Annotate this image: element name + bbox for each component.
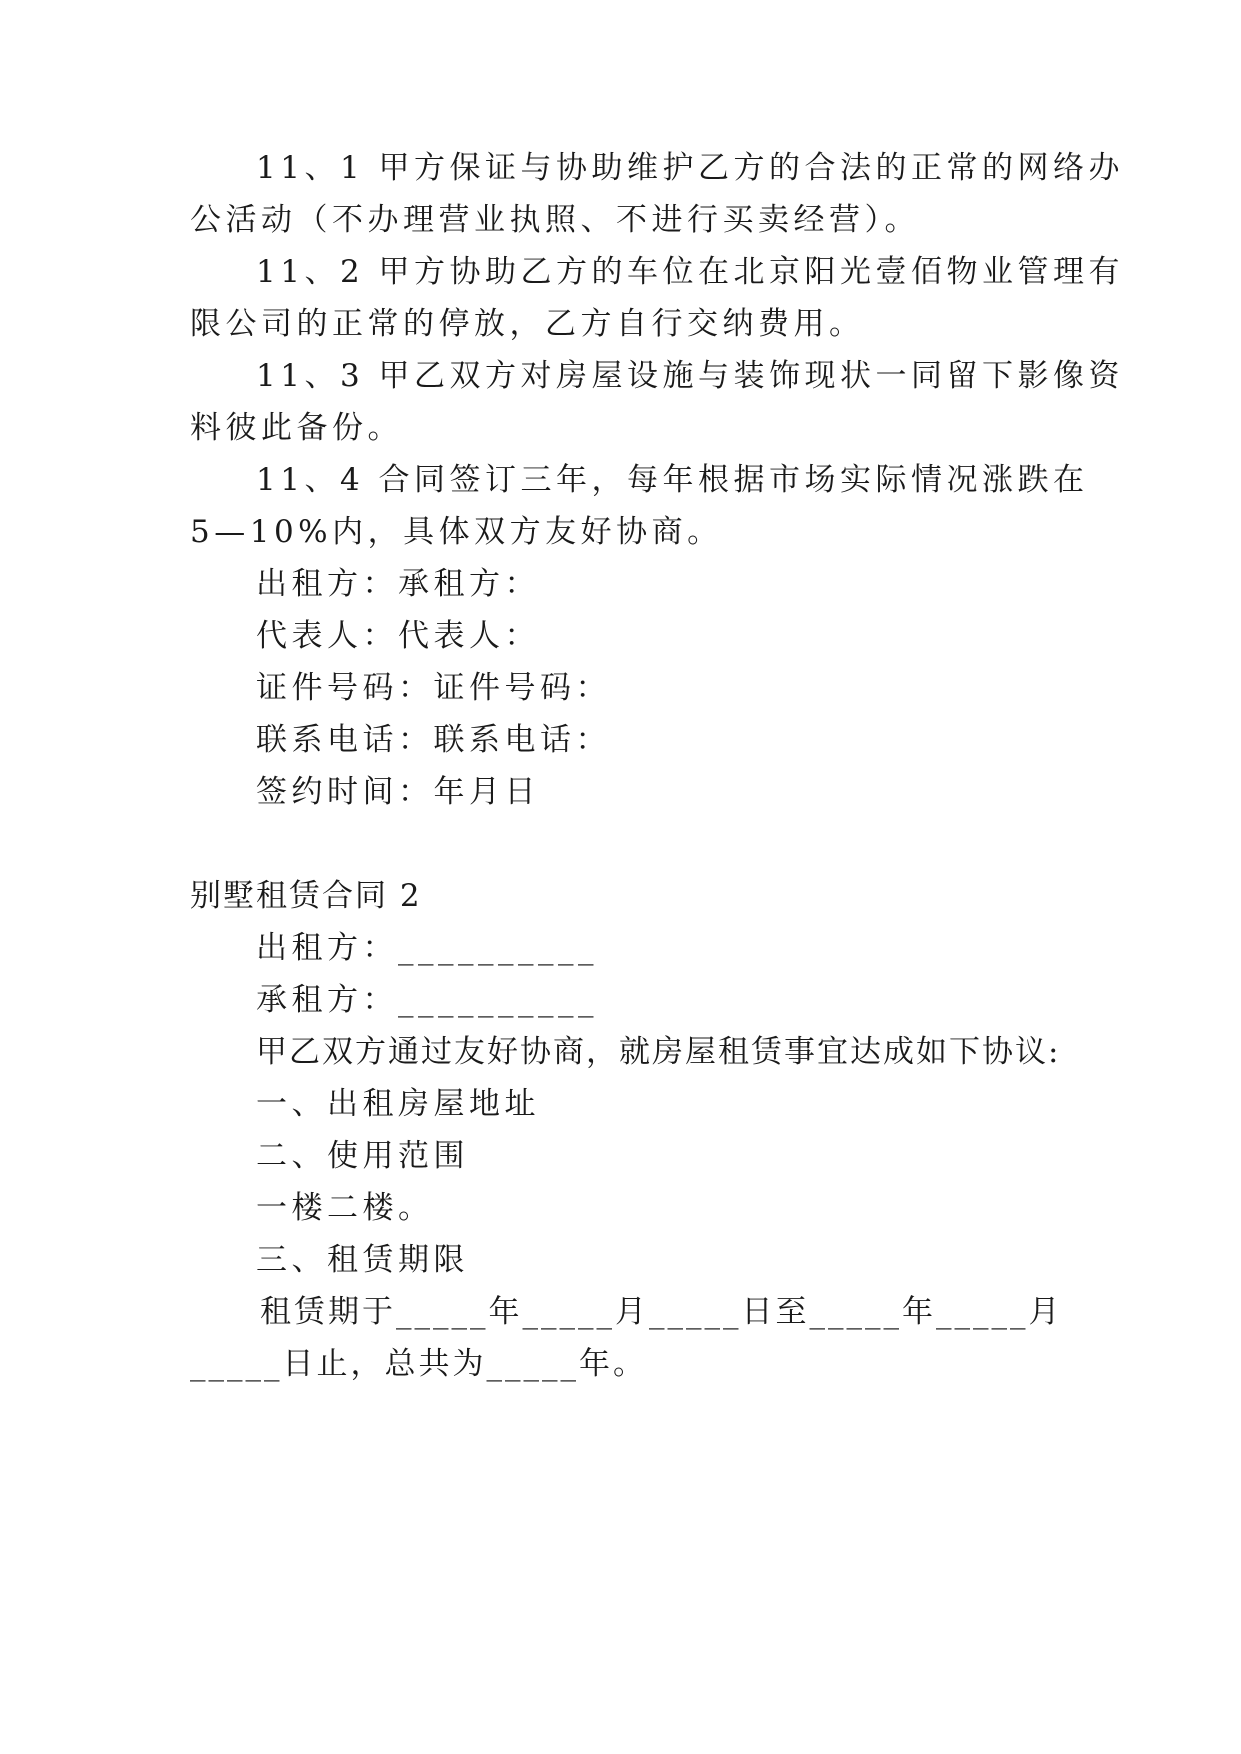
clause-11-4-line2: 5—10%内，具体双方友好协商。: [190, 514, 723, 550]
signature-phone-line: 联系电话：联系电话：: [256, 722, 611, 758]
signature-representative-line: 代表人：代表人：: [256, 618, 540, 654]
signature-id-number-line: 证件号码：证件号码：: [256, 670, 611, 706]
clause-11-1-line2: 公活动（不办理营业执照、不进行买卖经营）。: [190, 202, 920, 238]
clause-11-2-line2: 限公司的正常的停放，乙方自行交纳费用。: [190, 306, 865, 342]
signature-party-line: 出租方：承租方：: [256, 566, 540, 602]
clause-3-heading: 三、租赁期限: [256, 1242, 469, 1278]
agreement-intro: 甲乙双方通过友好协商，就房屋租赁事宜达成如下协议:: [256, 1034, 1061, 1070]
clause-2-heading: 二、使用范围: [256, 1138, 469, 1174]
clause-11-3-line2: 料彼此备份。: [190, 410, 403, 446]
lease-term-line1: 租赁期于_____年_____月_____日至_____年_____月: [260, 1294, 1063, 1330]
lease-term-line2: _____日止，总共为_____年。: [190, 1346, 647, 1382]
lessee-field: 承租方：__________: [256, 982, 598, 1018]
clause-1-heading: 一、出租房屋地址: [256, 1086, 540, 1122]
contract-title: 别墅租赁合同 2: [190, 878, 422, 914]
usage-scope-text: 一楼二楼。: [256, 1190, 434, 1226]
clause-11-2-line1: 11、2 甲方协助乙方的车位在北京阳光壹佰物业管理有: [256, 254, 1125, 290]
clause-11-3-line1: 11、3 甲乙双方对房屋设施与装饰现状一同留下影像资: [256, 358, 1125, 394]
lessor-field: 出租方：__________: [256, 930, 598, 966]
signature-date-line: 签约时间：年月日: [256, 774, 540, 810]
clause-11-4-line1: 11、4 合同签订三年，每年根据市场实际情况涨跌在: [256, 462, 1089, 498]
clause-11-1-line1: 11、1 甲方保证与协助维护乙方的合法的正常的网络办: [256, 150, 1125, 186]
